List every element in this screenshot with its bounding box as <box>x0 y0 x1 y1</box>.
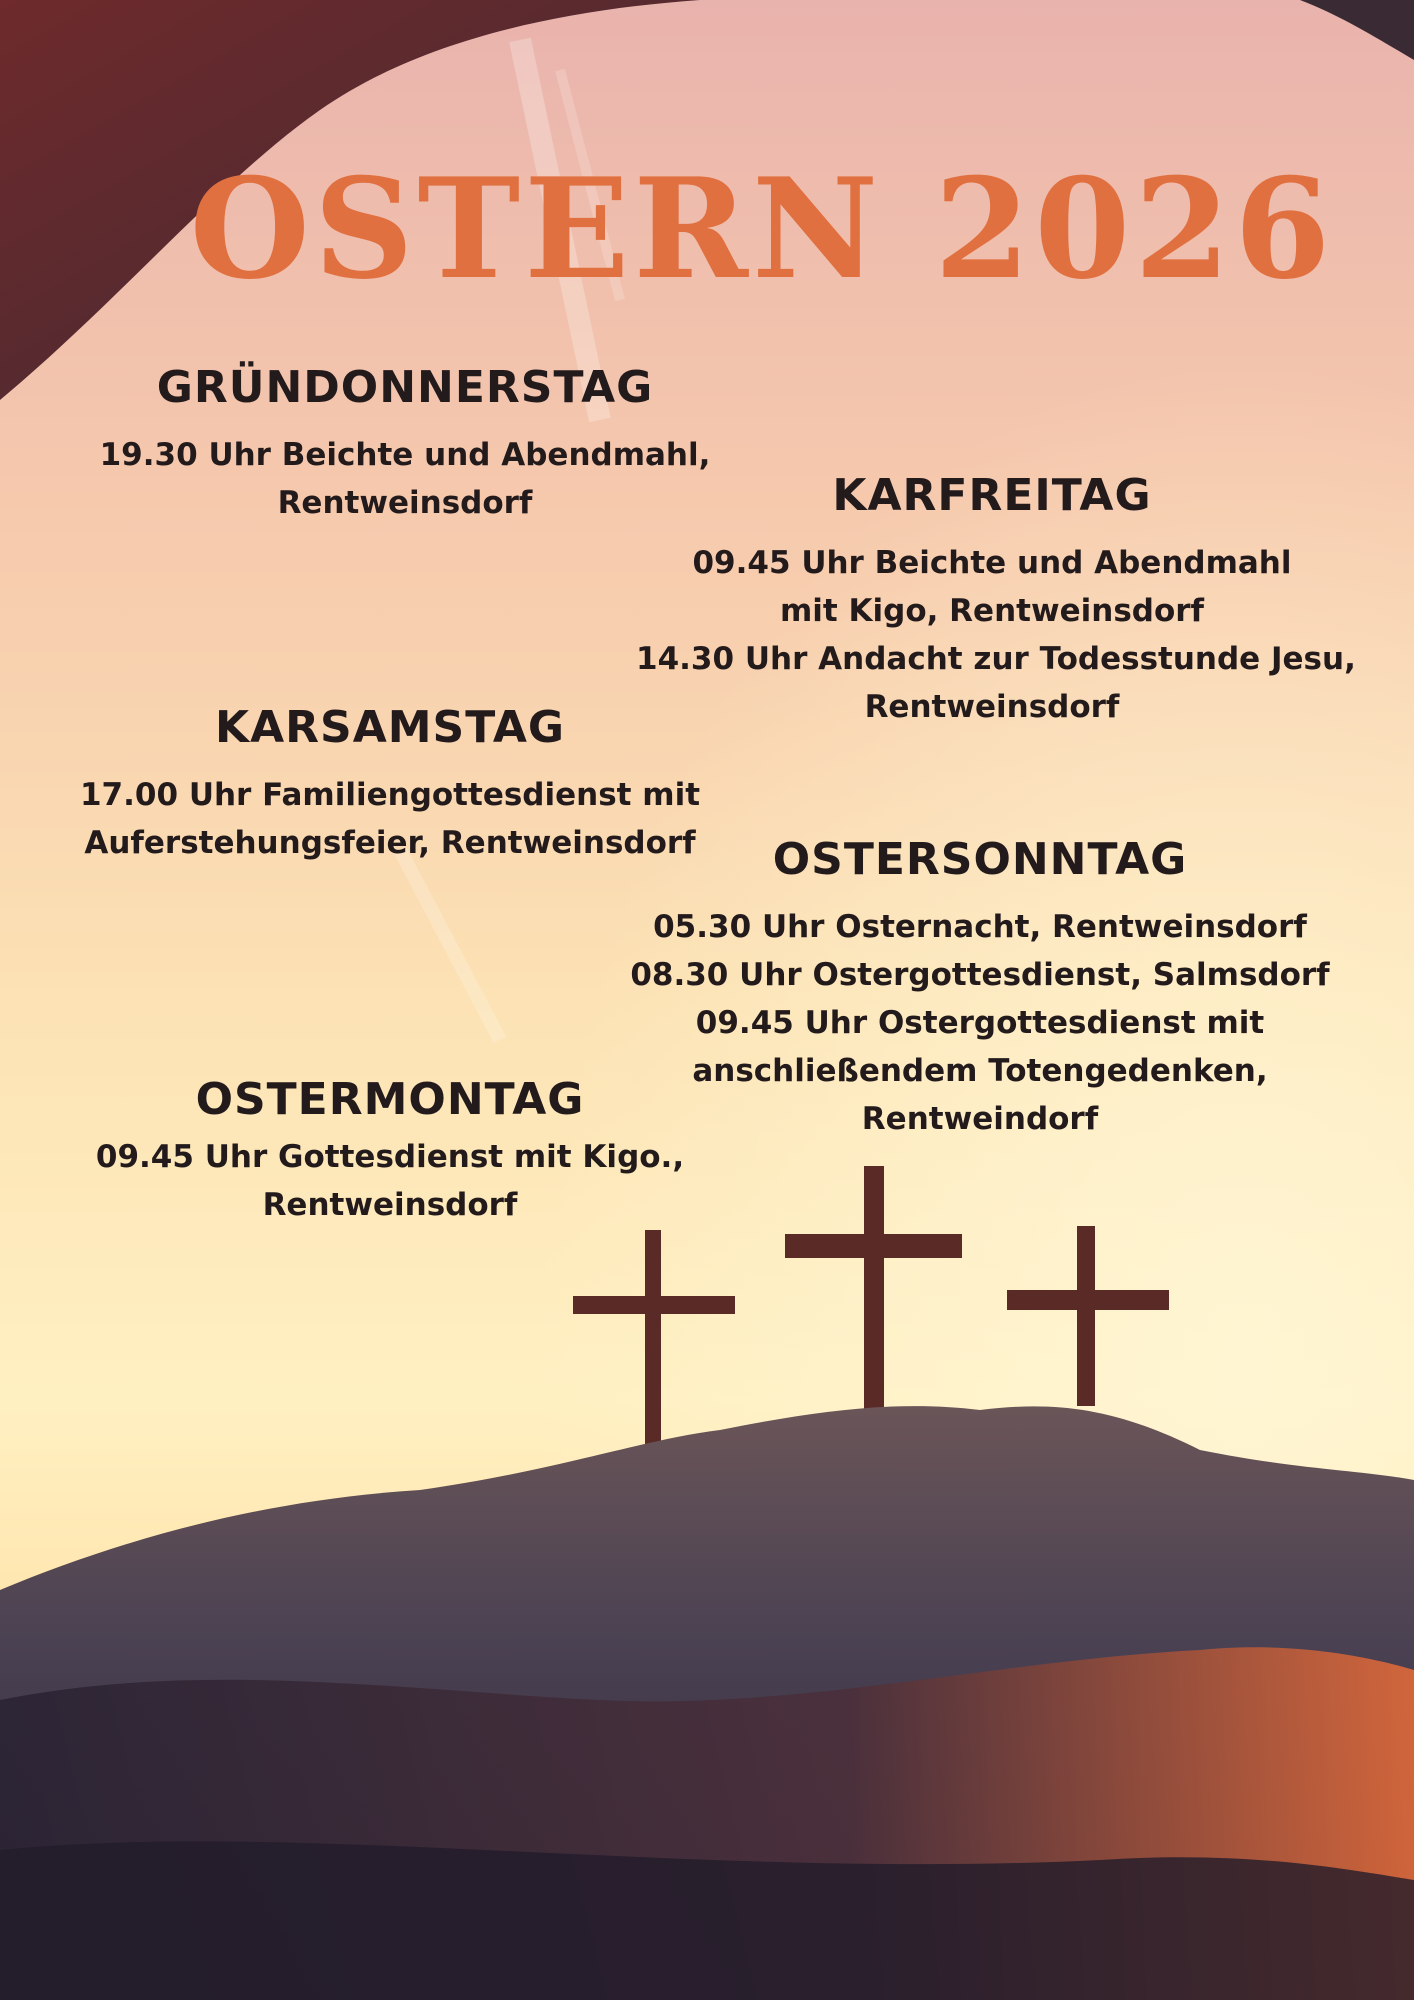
section-line: Rentweindorf <box>861 1101 1099 1137</box>
section-line: 05.30 Uhr Osternacht, Rentweinsdorf <box>653 909 1307 945</box>
section-heading: KARFREITAG <box>832 470 1152 521</box>
section-line: Auferstehungsfeier, Rentweinsdorf <box>84 825 696 861</box>
section-line: 19.30 Uhr Beichte und Abendmahl, <box>99 437 711 473</box>
section-line: 09.45 Uhr Ostergottesdienst mit <box>695 1005 1265 1041</box>
section-line: Rentweinsdorf <box>262 1187 518 1223</box>
section-line: 09.45 Uhr Beichte und Abendmahl <box>692 545 1292 581</box>
section-heading: GRÜNDONNERSTAG <box>156 362 654 413</box>
section-line: anschließendem Totengedenken, <box>692 1053 1268 1089</box>
section-line: 14.30 Uhr Andacht zur Todesstunde Jesu, <box>636 641 1356 677</box>
section-heading: OSTERSONNTAG <box>772 834 1188 885</box>
section-line: Rentweinsdorf <box>864 689 1120 725</box>
section-karfreitag <box>636 470 1356 731</box>
section-line: 09.45 Uhr Gottesdienst mit Kigo., <box>95 1139 685 1175</box>
section-line: mit Kigo, Rentweinsdorf <box>779 593 1205 629</box>
section-ostermontag <box>40 1074 740 1229</box>
page-title: OSTERN 2026 <box>189 147 1335 310</box>
section-heading: KARSAMSTAG <box>214 702 565 753</box>
section-line: 08.30 Uhr Ostergottesdienst, Salmsdorf <box>630 957 1330 993</box>
section-line: Rentweinsdorf <box>277 485 533 521</box>
section-line: 17.00 Uhr Familiengottesdienst mit <box>79 777 701 813</box>
section-heading: OSTERMONTAG <box>195 1074 585 1125</box>
